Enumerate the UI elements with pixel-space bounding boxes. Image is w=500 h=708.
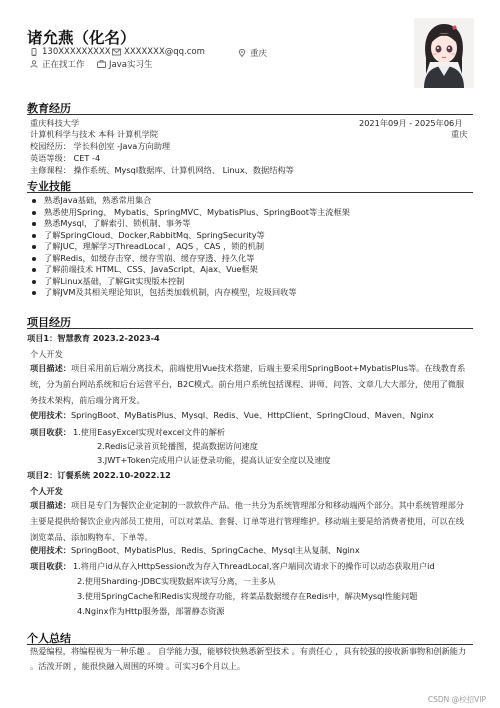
skills-divider: [27, 192, 473, 193]
project2-gain: 4.Nginx作为Http服务器，部署静态资源: [77, 606, 225, 616]
summary-text: 热爱编程，将编程视为一种乐趣 。 自学能力强，能够较快熟悉新型技术 。有责任心 ，具有较强的接收新事物和创新能力 。活泼开朗 ，能很快融入周围的环境 。可实习6个月以上。: [30, 646, 467, 671]
skill-item: 熟悉Java基础，熟悉常用集合: [30, 195, 350, 207]
target-row: [97, 58, 152, 70]
project2-heading: 项目2：订餐系统 2022.10-2022.12: [27, 470, 171, 480]
project1-gain-label: 项目收获：: [30, 427, 71, 437]
education-title: 教育经历: [27, 102, 71, 115]
project1-role: 个人开发: [30, 349, 63, 359]
project1-gain: 1.使用EasyExcel实现对excel文件的解析: [73, 427, 226, 437]
skill-item: 了解Redis，如缓存击穿、缓存雪崩、缓存穿透、持久化等: [30, 253, 350, 265]
phone-row: [30, 47, 111, 57]
location-icon: [238, 49, 246, 57]
email-row: [112, 47, 205, 57]
skill-item: 了解JUC，理解学习ThreadLocal ，AQS ，CAS ，锁的机制: [30, 241, 350, 253]
project1-gain: 2.Redis记录首页轮播图，提高数据访问速度: [97, 441, 258, 451]
education-dates: 2021年09月 - 2025年06月: [359, 118, 463, 128]
status-row: [30, 58, 85, 70]
project2-gain: 1.将用户id从存入HttpSession改为存入ThreadLocal,客户端同次请求下的操作可以动态获取用户id: [73, 561, 435, 571]
project1-tech-text: SpringBoot、MyBatisPlus、Mysql、Redis、Vue、HttpClient、SpringCloud、Maven、Nginx: [70, 410, 434, 420]
education-divider: [27, 114, 473, 115]
skills-list: [30, 195, 350, 299]
project2-desc-label: 项目描述：: [30, 500, 71, 510]
email-address: XXXXXXX@qq.com: [124, 47, 205, 57]
city-row: [238, 47, 267, 59]
project1-description: [30, 360, 468, 408]
project2-role: 个人开发: [30, 486, 63, 496]
english-level: 英语等级： CET -4: [30, 153, 101, 163]
email-icon: [112, 48, 120, 56]
job-status: 正在找工作: [42, 60, 85, 70]
job-target: Java实习生: [109, 60, 153, 70]
skill-item: 了解SpringCloud、Docker,RabbitMq、SpringSecurity等: [30, 230, 350, 242]
project1-gain: 3.JWT+Token完成用户认证登录功能，提高认证安全度以及速度: [97, 455, 331, 465]
project2-description: [30, 497, 468, 545]
skill-item: 了解JVM及其相关理论知识，包括类加载机制，内存模型，垃圾回收等: [30, 287, 350, 299]
briefcase-icon: [97, 60, 105, 68]
phone-number: 130XXXXXXXXX: [42, 47, 111, 57]
candidate-name: 诸允燕（化名）: [27, 29, 136, 47]
projects-divider: [27, 328, 473, 329]
project2-gain-label: 项目收获：: [30, 561, 71, 571]
profile-photo: [414, 18, 474, 88]
school-name: 重庆科技大学: [30, 118, 80, 128]
skill-item: 熟悉使用Spring、 Mybatis、SpringMVC、MybatisPlus、SpringBoot等主流框架: [30, 207, 350, 219]
project1-heading: 项目1：智慧教育 2023.2-2023-4: [27, 333, 160, 343]
skill-item: 熟悉Mysql，了解索引、锁机制、事务等: [30, 218, 350, 230]
project2-tech-label: 使用技术：: [30, 545, 71, 555]
project2-gain: 2.使用Sharding-JDBC实现数据库读写分离，一主多从: [77, 576, 276, 586]
skill-item: 了解前端技术 HTML、CSS、JavaScript、Ajax、Vue框架: [30, 264, 350, 276]
person-icon: [30, 60, 38, 68]
phone-icon: [30, 48, 38, 56]
project2-tech: [30, 545, 360, 556]
projects-title: 项目经历: [27, 316, 71, 329]
skills-title: 专业技能: [27, 180, 71, 193]
project2-tech-text: SpringBoot、MybatisPlus、Redis、SpringCache、Mysql主从复制、Nginx: [70, 545, 360, 555]
project1-tech-label: 使用技术：: [30, 410, 71, 420]
city: 重庆: [250, 49, 268, 59]
project2-gain: 3.使用SpringCache和Redis实现缓存功能，将菜品数据缓存在Redis中，解决Mysql性能问题: [77, 591, 418, 601]
summary-title: 个人总结: [27, 632, 71, 645]
main-courses: 主修课程： 操作系统、Mysql数据库、计算机网络、 Linux、数据结构等: [30, 165, 294, 175]
watermark: CSDN @校招VIP: [427, 695, 486, 704]
education-location: 重庆: [451, 129, 468, 139]
campus-experience: 校园经历： 学长科创室 -Java方向助理: [30, 141, 171, 151]
skill-item: 了解Linux基础，了解Git实现版本控制: [30, 276, 350, 288]
project2-desc-text: 项目是专门为餐饮企业定制的一款软件产品。他一共分为系统管理部分和移动端两个部分。其中系统管理部分主要是提供给餐饮企业内部员工使用，可以对菜品、套餐、订单等进行管理维护。移动端主要是给消费者使用，可以在线浏览菜品、添加购物车、下单等。: [30, 500, 464, 542]
project1-desc-text: 项目采用前后端分离技术，前端使用Vue技术搭建，后端主要采用SpringBoot+MybatisPlus等。在线教育系统，分为前台网站系统和后台运营平台，B2C模式。前台用户系统包括课程、讲师、问答、文章几大大部分，使用了微服务技术架构，前后端分离开发。: [30, 363, 466, 405]
project1-tech: [30, 410, 434, 421]
project1-desc-label: 项目描述：: [30, 363, 71, 373]
major: 计算机科学与技术 本科 计算机学院: [30, 129, 159, 139]
